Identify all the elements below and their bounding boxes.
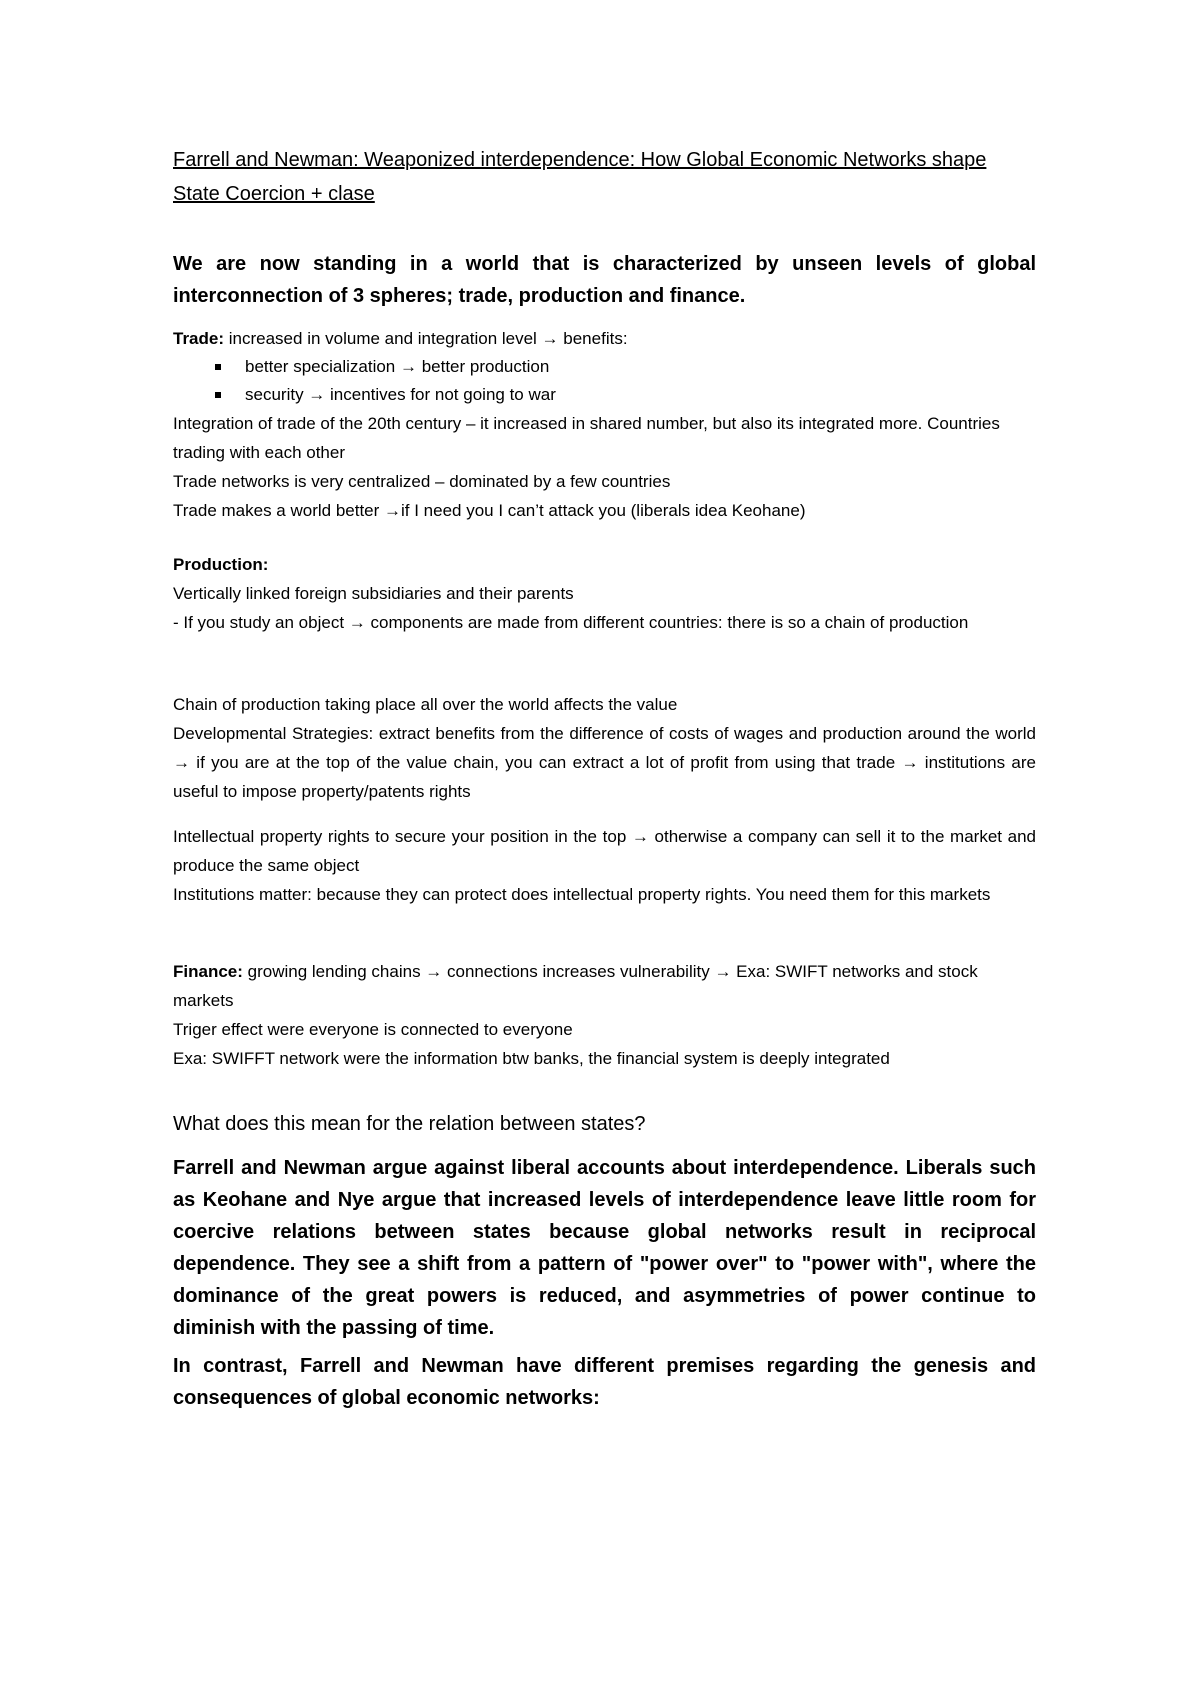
production-line: - If you study an object → components are made from different countries: there is so a chain of production [173, 613, 969, 632]
list-item-text: security → incentives for not going to war [245, 385, 556, 404]
production-ip-rights [173, 822, 1036, 909]
intro-paragraph: We are now standing in a world that is characterized by unseen levels of global interconnection of 3 spheres; trade, production and finance. [173, 253, 1036, 307]
finance-line: Triger effect were everyone is connected to everyone [173, 1020, 573, 1039]
trade-benefits-list [173, 353, 1036, 409]
trade-label: Trade: [173, 329, 225, 348]
section-question: What does this mean for the relation between states? [173, 1113, 646, 1135]
production-section [173, 550, 1036, 637]
finance-line: Exa: SWIFFT network were the information btw banks, the financial system is deeply integrated [173, 1049, 890, 1068]
contrast-paragraph: In contrast, Farrell and Newman have different premises regarding the genesis and consequences of global economic networks: [173, 1355, 1036, 1409]
finance-label: Finance: [173, 962, 243, 981]
trade-line: Trade makes a world better →if I need you I can’t attack you (liberals idea Keohane) [173, 501, 806, 520]
production-line: Developmental Strategies: extract benefits from the difference of costs of wages and production around the world → if you are at the top of the value chain, you can extract a lot of profit from using that trade → institutions are useful to impose property/patents rights [173, 724, 1036, 801]
production-label: Production: [173, 555, 269, 574]
production-line: Institutions matter: because they can protect does intellectual property rights. You need them for this markets [173, 885, 991, 904]
bullet-icon [215, 364, 221, 370]
bullet-icon [215, 392, 221, 398]
production-line: Chain of production taking place all over the world affects the value [173, 695, 678, 714]
finance-heading-line [173, 957, 1036, 1015]
trade-line: Integration of trade of the 20th century – it increased in shared number, but also its integrated more. Countries trading with each other [173, 414, 1000, 462]
trade-lead: increased in volume and integration level → benefits: [224, 329, 628, 348]
trade-line: Trade networks is very centralized – dominated by a few countries [173, 472, 671, 491]
trade-heading-line [173, 324, 1036, 353]
finance-lead: growing lending chains → connections increases vulnerability → Exa: SWIFT networks and stock markets [173, 962, 978, 1010]
list-item [173, 353, 1036, 381]
liberal-accounts-paragraph: Farrell and Newman argue against liberal accounts about interdependence. Liberals such as Keohane and Nye argue that increased levels of interdependence leave little room for coercive relations between states because global networks result in reciprocal dependence. They see a shift from a pattern of "power over" to "power with", where the dominance of the great powers is reduced, and asymmetries of power continue to diminish with the passing of time. [173, 1157, 1036, 1339]
production-line: Vertically linked foreign subsidiaries and their parents [173, 584, 574, 603]
production-value-chain [173, 690, 1036, 806]
production-line: Intellectual property rights to secure your position in the top → otherwise a company can sell it to the market and produce the same object [173, 827, 1036, 875]
list-item-text: better specialization → better production [245, 357, 550, 376]
trade-section [173, 324, 1036, 525]
finance-section [173, 957, 1036, 1073]
document-title: Farrell and Newman: Weaponized interdependence: How Global Economic Networks shape State Coercion + clase [173, 149, 987, 205]
list-item [173, 381, 1036, 409]
